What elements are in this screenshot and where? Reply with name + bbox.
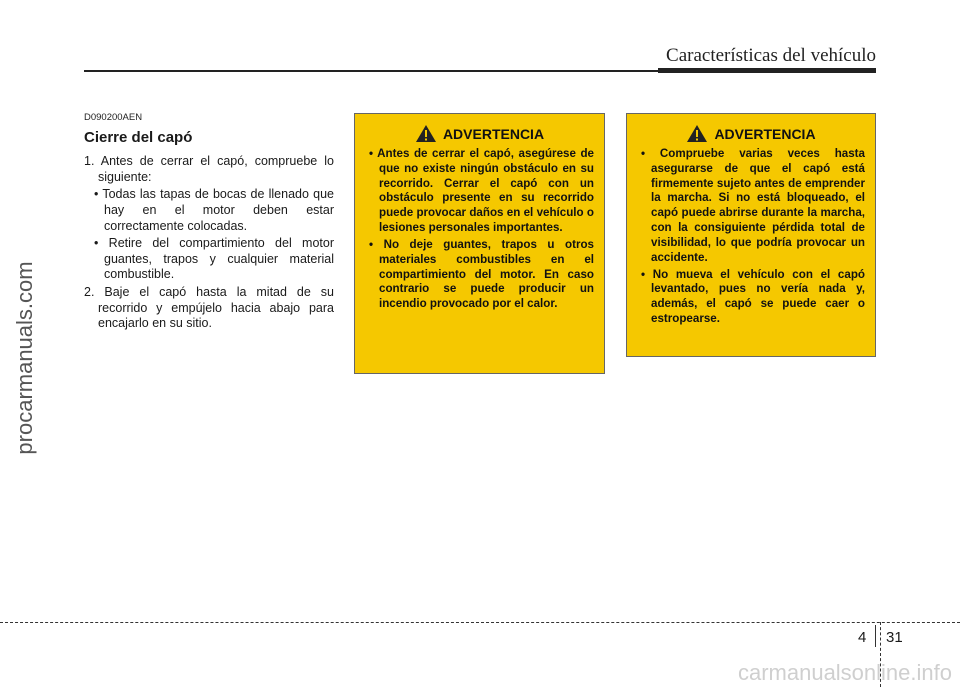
- footer-watermark: carmanualsonline.info: [737, 660, 952, 685]
- warning-header: [365, 124, 594, 143]
- page-chapter-number: 4: [858, 629, 867, 646]
- warning-item: • No mueva el vehículo con el capó levantado, pues no vería nada y, además, el capó se puede caer o estropearse.: [641, 267, 865, 326]
- page-number: 31: [886, 629, 903, 646]
- warning-title: ADVERTENCIA: [714, 125, 816, 142]
- warning-box-2: [626, 113, 876, 357]
- header-title: Características del vehículo: [666, 45, 876, 66]
- warning-item: • Antes de cerrar el capó, asegúrese de que no existe ningún obstáculo en su recorrido. Cerrar el capó con un obstáculo presente en su recorrido puede provocar daños en el vehículo o lesiones personales importantes.: [369, 147, 594, 235]
- section-hood-closing: [84, 112, 334, 333]
- footer-rule: [0, 622, 960, 623]
- warning-triangle-icon: [686, 124, 708, 143]
- warning-item: • No deje guantes, trapos u otros materiales combustibles en el compartimiento del motor. En caso contrario se puede producir un incendio provocado por el calor.: [369, 237, 594, 311]
- step-1-bullet-2: • Retire del compartimiento del motor guantes, trapos y cualquier material combustible.: [94, 236, 334, 282]
- page-number-separator: [875, 625, 876, 647]
- step-1: 1. Antes de cerrar el capó, compruebe lo siguiente:: [84, 154, 334, 184]
- section-code: D090200AEN: [84, 112, 143, 123]
- header-tab-bar: [658, 68, 876, 73]
- section-heading: Cierre del capó: [84, 129, 193, 146]
- warning-item: • Compruebe varias veces hasta asegurarse de que el capó está firmemente sujeto antes de emprender la marcha. Si no está bloqueado, el capó puede abrirse durante la marcha, con la consiguiente pérdida total de visibilidad, lo que podría provocar un accidente.: [641, 147, 865, 264]
- step-2: 2. Baje el capó hasta la mitad de su recorrido y empújelo hacia abajo para encajarlo en su sitio.: [84, 285, 334, 331]
- warning-title: ADVERTENCIA: [442, 125, 545, 142]
- warning-triangle-icon: [415, 124, 437, 143]
- warning-box-1: [354, 113, 605, 374]
- side-watermark: procarmanuals.com: [12, 261, 37, 455]
- warning-header: [637, 124, 865, 143]
- step-1-bullet-1: • Todas las tapas de bocas de llenado que hay en el motor deben estar correctamente colocadas.: [94, 187, 334, 233]
